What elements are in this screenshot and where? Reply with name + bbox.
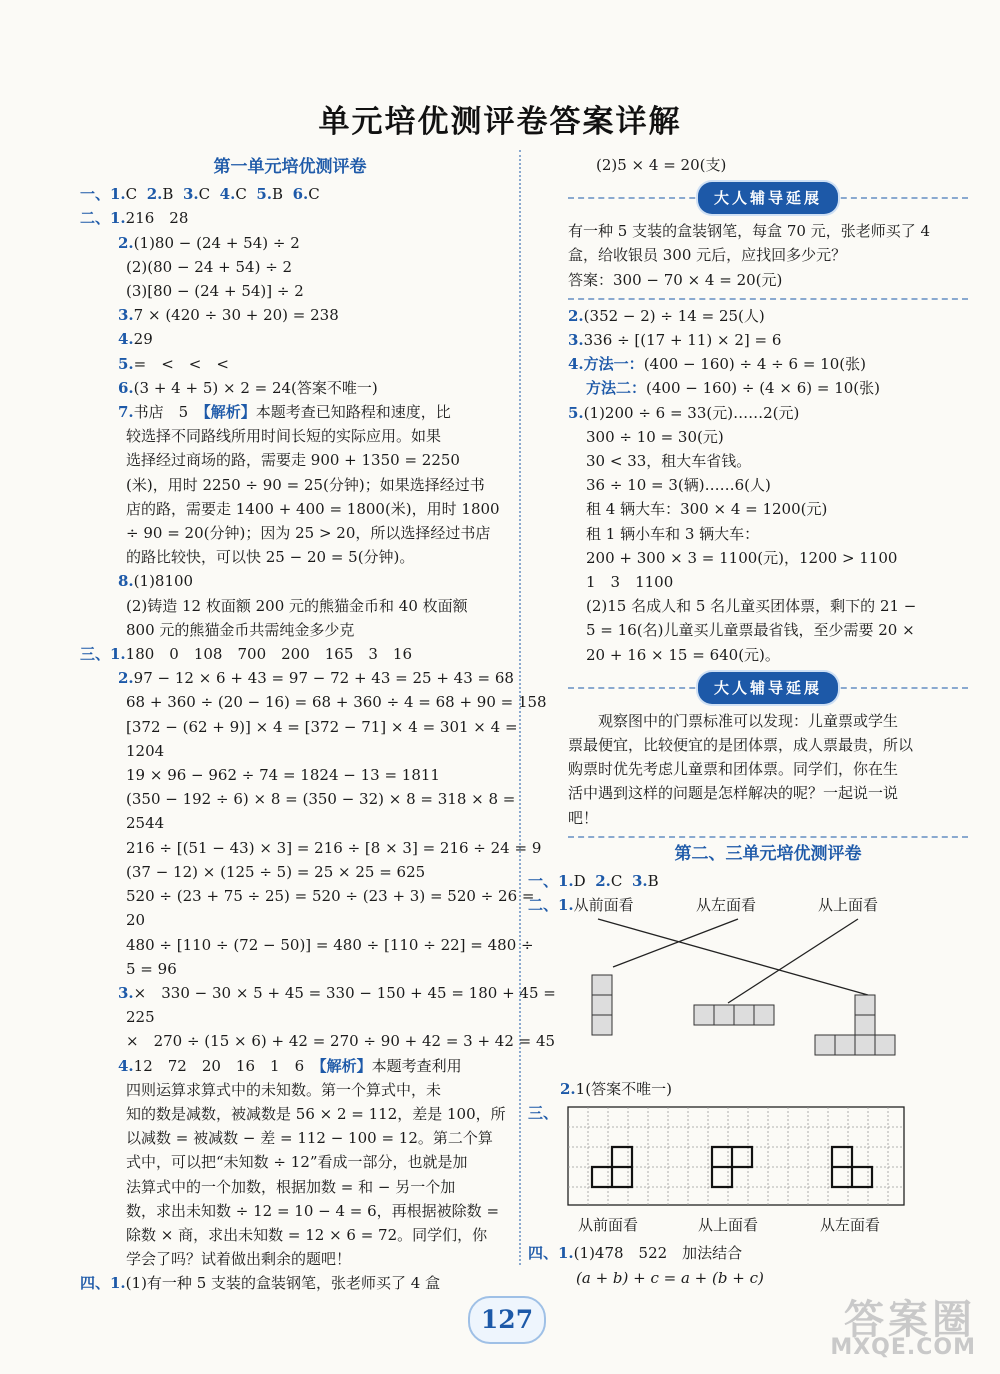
method-label: 方法一： xyxy=(583,355,644,374)
caption-left: 从左面看 xyxy=(820,1216,881,1235)
answer-text: 36 ÷ 10 = 3(辆)……6(人) xyxy=(586,476,771,495)
answer-text: = < < < xyxy=(133,354,229,373)
answer-s2-4-1 xyxy=(528,1241,968,1265)
question-number: 一、1. xyxy=(528,872,574,891)
answer-s2-2-2 xyxy=(560,1077,968,1101)
answer-text: 20 + 16 × 15 = 640(元)。 xyxy=(586,645,780,664)
answer-text: 式中，可以把“未知数 ÷ 12”看成一部分，也就是加 xyxy=(126,1153,468,1172)
answer-text: C xyxy=(235,185,247,204)
answer-text: C xyxy=(198,185,211,204)
answer-2-2 xyxy=(80,231,500,255)
answer-text: 800 元的熊猫金币共需纯金多少克 xyxy=(126,620,355,639)
page-title: 单元培优测评卷答案详解 xyxy=(318,104,682,140)
answer-text: (3)[80 − (24 + 54)] ÷ 2 xyxy=(126,282,304,301)
question-number: 4. xyxy=(118,330,134,349)
answer-text: 以减数 = 被减数 − 差 = 112 − 100 = 12。第二个算 xyxy=(126,1129,493,1148)
section-title-unit1: 第一单元培优测评卷 xyxy=(213,157,367,177)
answer-text: 29 xyxy=(133,330,153,349)
answer-text: 数，求出未知数 ÷ 12 = 10 − 4 = 6，再根据被除数 = xyxy=(126,1201,500,1220)
answer-text: × 330 − 30 × 5 + 45 = 330 − 150 + 45 = 180 + 45 = xyxy=(133,983,556,1002)
answer-r-4-method2 xyxy=(568,376,968,400)
answer-text: 法算式中的一个加数，根据加数 = 和 − 另一个加 xyxy=(126,1177,456,1196)
analysis-tag: 【解析】 xyxy=(203,403,256,422)
answer-text: (400 − 160) ÷ (4 × 6) = 10(张) xyxy=(646,379,880,398)
answer-text: (1)478 522 加法结合 xyxy=(573,1244,743,1263)
watermark-url: MXQE.COM xyxy=(830,1335,976,1360)
figure-t-shape xyxy=(815,995,895,1055)
answer-3-2 xyxy=(80,666,514,690)
answer-text: [372 − (62 + 9)] × 4 = [372 − 71] × 4 = 301 × 4 = xyxy=(126,717,518,736)
right-column xyxy=(528,153,968,1290)
answer-text: B xyxy=(647,872,659,891)
question-number: 6. xyxy=(292,185,309,204)
answer-text: 除数 × 商，求出未知数 = 12 × 6 = 72。同学们，你 xyxy=(126,1225,488,1244)
shape-front-view xyxy=(592,1147,632,1187)
figure-row-shape xyxy=(694,1005,774,1025)
grid-lines xyxy=(568,1107,904,1205)
answer-2-1 xyxy=(80,206,500,230)
caption-front: 从前面看 xyxy=(578,1216,639,1235)
views-matching-svg xyxy=(528,915,928,1075)
question-number: 三、1. xyxy=(80,645,126,664)
question-number: 四、1. xyxy=(80,1274,126,1293)
grid-drawing-area xyxy=(528,1101,968,1213)
views-matching-diagram xyxy=(528,893,968,1077)
answer-text: 520 ÷ (23 + 75 ÷ 25) = 520 ÷ (23 + 3) = 520 ÷ 26 = xyxy=(126,887,535,906)
question-number: 3. xyxy=(118,983,134,1002)
answer-text: (1)8100 xyxy=(133,572,194,591)
answer-text: 租 4 辆大车：300 × 4 = 1200(元) xyxy=(586,500,828,519)
answer-text: 336 ÷ [(17 + 11) × 2] = 6 xyxy=(583,331,782,350)
extension-text: 吧！ xyxy=(568,808,599,827)
question-number: 二、1. xyxy=(80,209,126,228)
answer-r-5 xyxy=(568,401,968,425)
question-number: 3. xyxy=(568,331,584,350)
answer-text: 2544 xyxy=(126,814,165,833)
extension-text: 票最便宜，比较便宜的是团体票，成人票最贵，所以 xyxy=(568,736,914,755)
answer-text: 1(答案不唯一) xyxy=(575,1080,672,1099)
question-number: 4. xyxy=(568,355,584,374)
extension-banner: 大人辅导延展 xyxy=(698,182,838,214)
answer-text: (1)80 − (24 + 54) ÷ 2 xyxy=(133,233,300,252)
answer-text: (400 − 160) ÷ 4 ÷ 6 = 10(张) xyxy=(643,355,866,374)
answer-text: × 270 ÷ (15 × 6) + 42 = 270 ÷ 90 + 42 = 3 + 42 = 45 xyxy=(126,1032,556,1051)
extension-text: 答案：300 − 70 × 4 = 20(元) xyxy=(568,270,783,289)
answer-text: 216 28 xyxy=(125,209,189,228)
extension-text: 观察图中的门票标准可以发现：儿童票或学生 xyxy=(598,711,899,730)
question-number: 3. xyxy=(631,872,648,891)
answer-text: D xyxy=(573,872,586,891)
answer-text: (2)15 名成人和 5 名儿童买团体票，剩下的 21 − xyxy=(586,597,917,616)
question-number: 4. xyxy=(219,185,236,204)
answer-text: 216 ÷ [(51 − 43) × 3] = 216 ÷ [8 × 3] = 216 ÷ 24 = 9 xyxy=(126,838,542,857)
question-number: 7. xyxy=(118,403,134,422)
answer-2-3 xyxy=(80,303,500,327)
method-label: 方法二： xyxy=(586,379,647,398)
question-number: 2. xyxy=(595,872,611,891)
answer-text: B xyxy=(272,185,284,204)
extension-banner: 大人辅导延展 xyxy=(698,672,838,704)
associative-law-formula: (a + b) + c = a + (b + c) xyxy=(576,1268,764,1287)
answer-2-7 xyxy=(80,400,500,424)
answer-text: 30 < 33，租大车省钱。 xyxy=(586,452,752,471)
question-number: 二、1. xyxy=(528,896,574,915)
answer-text: C xyxy=(308,185,320,204)
answer-text: 四则运算求算式中的未知数。第一个算式中，未 xyxy=(126,1080,442,1099)
answer-r-2 xyxy=(568,304,968,328)
watermark-logo-text: 答案圈 xyxy=(844,1297,976,1343)
extension-text: 盒，给收银员 300 元后，应找回多少元？ xyxy=(568,246,847,265)
answer-text: 480 ÷ [110 ÷ (72 − 50)] = 480 ÷ [110 ÷ 22] = 480 ÷ xyxy=(126,935,534,954)
answer-text: 较选择不同路线所用时间长短的实际应用。如果 xyxy=(126,427,442,446)
answer-2-8 xyxy=(80,569,500,593)
extension-text: 有一种 5 支装的盒装钢笔，每盒 70 元，张老师买了 4 xyxy=(568,222,931,241)
shape-left-view xyxy=(832,1147,872,1187)
answer-3-3 xyxy=(80,981,556,1005)
extension-text: 购票时优先考虑儿童票和团体票。同学们，你在生 xyxy=(568,760,899,779)
answer-text: (350 − 192 ÷ 6) × 8 = (350 − 32) × 8 = 318 × 8 = xyxy=(126,790,516,809)
answer-text: 本题考查利用 xyxy=(371,1056,462,1075)
answer-text: 180 0 108 700 200 165 3 16 xyxy=(125,645,412,664)
question-number: 2. xyxy=(118,669,134,688)
answer-text: 19 × 96 − 962 ÷ 74 = 1824 − 13 = 1811 xyxy=(126,766,440,785)
answer-text: 225 xyxy=(126,1008,155,1027)
answer-text: (2)铸造 12 枚面额 200 元的熊猫金币和 40 枚面额 xyxy=(126,596,468,615)
grid-captions xyxy=(568,1213,968,1241)
watermark xyxy=(772,1288,982,1360)
page-number: 127 xyxy=(468,1296,546,1344)
answer-text: 7 × (420 ÷ 30 + 20) = 238 xyxy=(133,306,339,325)
answer-text: 5 = 16(名)儿童买儿童票最省钱，至少需要 20 × xyxy=(586,621,915,640)
answer-text: ÷ 90 = 20(分钟)；因为 25 > 20，所以选择经过书店 xyxy=(126,524,491,543)
answer-text: 20 xyxy=(126,911,146,930)
answer-s2-1 xyxy=(528,869,968,893)
answer-4-1 xyxy=(80,1271,500,1295)
question-number: 4. xyxy=(118,1056,134,1075)
view-label-left: 从左面看 xyxy=(696,896,757,915)
answer-r-4 xyxy=(568,352,968,376)
extension-banner-row xyxy=(568,179,968,215)
answer-text: 1 3 1100 xyxy=(586,573,674,592)
answer-text: 12 72 20 16 1 6 xyxy=(133,1056,320,1075)
figure-column-shape xyxy=(592,975,612,1035)
answer-text: 68 + 360 ÷ (20 − 16) = 68 + 360 ÷ 4 = 68 + 90 = 158 xyxy=(126,693,547,712)
answer-text: 1204 xyxy=(126,741,165,760)
answer-text: 的路比较快，可以快 25 − 20 = 5(分钟)。 xyxy=(126,548,415,567)
question-number: 2. xyxy=(560,1080,576,1099)
answer-text: (2)5 × 4 = 20(支) xyxy=(596,156,727,174)
answer-text: 租 1 辆小车和 3 辆大车： xyxy=(586,524,760,543)
answer-text: 本题考查已知路程和速度，比 xyxy=(255,403,451,422)
question-number: 三、 xyxy=(528,1104,559,1123)
answer-text: (37 − 12) × (125 ÷ 5) = 25 × 25 = 625 xyxy=(126,862,426,881)
extension-banner-row xyxy=(568,669,968,705)
answer-3-4 xyxy=(80,1054,500,1078)
answer-1-1 xyxy=(80,182,500,206)
answer-r-3 xyxy=(568,328,968,352)
answer-text: 97 − 12 × 6 + 43 = 97 − 72 + 43 = 25 + 43 = 68 xyxy=(133,669,514,688)
question-number: 四、1. xyxy=(528,1244,574,1263)
dot-grid-svg xyxy=(558,1105,918,1209)
shape-top-view xyxy=(712,1147,752,1187)
caption-top: 从上面看 xyxy=(698,1216,759,1235)
view-label-top: 从上面看 xyxy=(818,896,879,915)
question-number: 5. xyxy=(568,403,584,422)
answer-2-5 xyxy=(80,352,500,376)
answer-3-1 xyxy=(80,642,500,666)
question-number-wrap xyxy=(528,893,634,917)
answer-2-6 xyxy=(80,376,500,400)
dashed-separator xyxy=(568,298,968,300)
answer-text: 200 + 300 × 3 = 1100(元)，1200 > 1100 xyxy=(586,548,898,567)
question-number: 5. xyxy=(256,185,273,204)
extension-text: 活中遇到这样的问题是怎样解决的呢？一起说一说 xyxy=(568,784,899,803)
question-number: 2. xyxy=(146,185,163,204)
question-number: 一、1. xyxy=(80,185,126,204)
question-number: 2. xyxy=(118,233,134,252)
answer-text: (1)有一种 5 支装的盒装钢笔，张老师买了 4 盒 xyxy=(125,1274,441,1293)
answer-text: 选择经过商场的路，需要走 900 + 1350 = 2250 xyxy=(126,451,460,470)
question-number: 2. xyxy=(568,306,584,325)
left-column xyxy=(80,153,556,1296)
answer-text: (2)(80 − 24 + 54) ÷ 2 xyxy=(126,257,293,276)
answer-2-4 xyxy=(80,327,500,351)
matching-lines xyxy=(598,919,868,1003)
question-number: 3. xyxy=(182,185,199,204)
answer-text: 学会了吗？试着做出剩余的题吧！ xyxy=(126,1250,352,1269)
view-label-front: 从前面看 xyxy=(573,896,634,915)
answer-text: (米)，用时 2250 ÷ 90 = 25(分钟)；如果选择经过书 xyxy=(126,475,485,494)
answer-text: C xyxy=(125,185,138,204)
answer-text: B xyxy=(162,185,174,204)
answer-text: (352 − 2) ÷ 14 = 25(人) xyxy=(583,306,765,325)
dashed-separator xyxy=(568,836,968,838)
answer-text: (1)200 ÷ 6 = 33(元)……2(元) xyxy=(583,403,800,422)
analysis-tag: 【解析】 xyxy=(319,1056,372,1075)
answer-text: 知的数是减数，被减数是 56 × 2 = 112，差是 100，所 xyxy=(126,1104,506,1123)
answer-text: (3 + 4 + 5) × 2 = 24(答案不唯一) xyxy=(133,378,378,397)
question-number: 3. xyxy=(118,306,134,325)
answer-text: 300 ÷ 10 = 30(元) xyxy=(586,427,724,446)
answer-text: 书店 5 xyxy=(133,403,204,422)
section-title-unit2-3: 第二、三单元培优测评卷 xyxy=(674,843,862,864)
grid-border xyxy=(568,1107,904,1205)
match-line-left xyxy=(613,919,738,967)
question-number: 6. xyxy=(118,378,134,397)
answer-text: 5 = 96 xyxy=(126,959,177,978)
question-number: 5. xyxy=(118,354,134,373)
question-number: 8. xyxy=(118,572,134,591)
answer-text: 店的路，需要走 1400 + 400 = 1800(米)，用时 1800 xyxy=(126,499,500,518)
answer-text: C xyxy=(610,872,623,891)
